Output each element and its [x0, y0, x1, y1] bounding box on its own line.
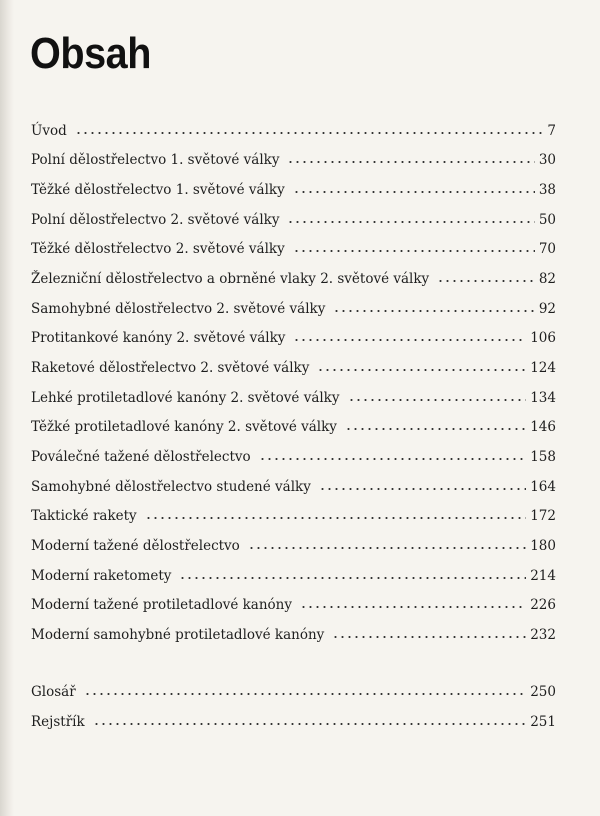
toc-entry-title: Těžké protiletadlové kanóny 2. světové války — [31, 419, 337, 435]
toc-entry[interactable] — [31, 567, 556, 585]
toc-entry-page: 30 — [538, 152, 556, 168]
dot-leader — [287, 220, 534, 224]
toc-entry[interactable] — [31, 478, 556, 496]
toc-entry-index[interactable] — [31, 713, 556, 731]
page-title: Obsah — [30, 29, 151, 78]
dot-leader — [93, 722, 527, 726]
toc-entry-title: Moderní samohybné protiletadlové kanóny — [31, 627, 325, 643]
toc-entry-title: Poválečné tažené dělostřelectvo — [31, 449, 251, 465]
toc-entry-page: 251 — [530, 714, 556, 730]
toc-entry-glossary[interactable] — [31, 683, 556, 701]
toc-entry-page: 106 — [530, 330, 556, 346]
toc-entry[interactable] — [31, 300, 556, 318]
dot-leader — [333, 309, 534, 313]
toc-entry[interactable] — [31, 507, 556, 525]
toc-entry-page: 92 — [538, 301, 556, 317]
toc-entry-page: 124 — [530, 360, 556, 376]
dot-leader — [317, 368, 526, 372]
toc-entry-page: 134 — [530, 390, 556, 406]
dot-leader — [179, 576, 526, 580]
toc-entry[interactable] — [31, 537, 556, 555]
toc-entry-title: Polní dělostřelectvo 1. světové války — [31, 152, 280, 168]
toc-entry-title: Železniční dělostřelectvo a obrněné vlaky 2. světové války — [31, 271, 430, 287]
dot-leader — [84, 692, 527, 696]
toc-entry-title: Moderní raketomety — [31, 568, 172, 584]
toc-entry-page: 82 — [538, 271, 556, 287]
dot-leader — [293, 190, 535, 194]
toc-entry-page: 158 — [530, 449, 556, 465]
toc-entry-page: 250 — [530, 684, 556, 700]
toc-entry[interactable] — [31, 151, 556, 169]
toc-entry[interactable] — [31, 359, 556, 377]
toc-entry-page: 70 — [538, 241, 556, 257]
dot-leader — [75, 131, 544, 135]
toc-entry-page: 7 — [547, 123, 556, 139]
toc-entry-page: 164 — [530, 479, 556, 495]
toc-entry-title: Samohybné dělostřelectvo 2. světové války — [31, 301, 326, 317]
toc-entry-title: Protitankové kanóny 2. světové války — [31, 330, 286, 346]
dot-leader — [345, 427, 526, 431]
toc-entry-title: Těžké dělostřelectvo 1. světové války — [31, 182, 285, 198]
dot-leader — [259, 457, 527, 461]
toc-entry-page: 172 — [530, 508, 556, 524]
page-gutter-shadow — [0, 0, 14, 816]
toc-entry[interactable] — [31, 122, 556, 140]
toc-entry-page: 180 — [530, 538, 556, 554]
toc-entry[interactable] — [31, 596, 556, 614]
toc-entry-title: Samohybné dělostřelectvo studené války — [31, 479, 311, 495]
toc-entry-title: Rejstřík — [31, 714, 85, 730]
toc-entry[interactable] — [31, 329, 556, 347]
toc-entry-title: Úvod — [31, 123, 67, 139]
toc-entry-title: Moderní tažené dělostřelectvo — [31, 538, 240, 554]
dot-leader — [319, 487, 526, 491]
dot-leader — [293, 249, 535, 253]
toc-entry[interactable] — [31, 240, 556, 258]
toc-entry-title: Glosář — [31, 684, 76, 700]
dot-leader — [300, 605, 526, 609]
dot-leader — [287, 160, 534, 164]
toc-entry[interactable] — [31, 270, 556, 288]
toc-entry-page: 226 — [530, 597, 556, 613]
toc-entry-title: Lehké protiletadlové kanóny 2. světové války — [31, 390, 340, 406]
dot-leader — [145, 516, 527, 520]
toc-entry-page: 38 — [538, 182, 556, 198]
dot-leader — [332, 635, 526, 639]
toc-entry[interactable] — [31, 448, 556, 466]
toc-entry[interactable] — [31, 181, 556, 199]
toc-entry-page: 214 — [530, 568, 556, 584]
toc-entry-title: Moderní tažené protiletadlové kanóny — [31, 597, 293, 613]
dot-leader — [348, 398, 527, 402]
dot-leader — [248, 546, 526, 550]
toc-entry-title: Raketové dělostřelectvo 2. světové války — [31, 360, 310, 376]
toc-entry-page: 50 — [538, 212, 556, 228]
toc-entry-page: 146 — [530, 419, 556, 435]
toc-entry-page: 232 — [530, 627, 556, 643]
dot-leader — [437, 279, 535, 283]
dot-leader — [293, 338, 526, 342]
toc-entry-title: Těžké dělostřelectvo 2. světové války — [31, 241, 285, 257]
toc-entry[interactable] — [31, 211, 556, 229]
toc-entry[interactable] — [31, 626, 556, 644]
toc-entry[interactable] — [31, 418, 556, 436]
toc-entry[interactable] — [31, 389, 556, 407]
toc-entry-title: Polní dělostřelectvo 2. světové války — [31, 212, 280, 228]
toc-entry-title: Taktické rakety — [31, 508, 137, 524]
